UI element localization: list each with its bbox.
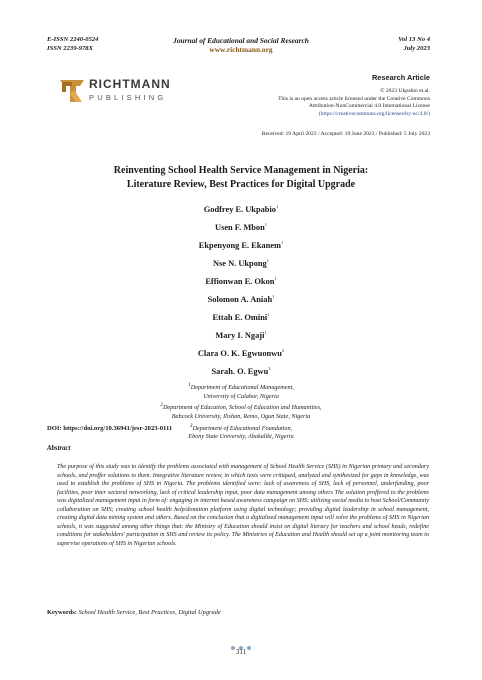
abstract-text: The purpose of this study was to identify the problems associated with management of School Health Service (SHS) in Nigerian primary and secondary schools, and proffer solutions to them. Integrative literature review, in which texts were critiqued, analyzed and synthesized for gaps in knowledge, was used to establish the problems of SHS in Nigeria. The problems identified were: lack of awareness of SHS, lack of personnel, underfunding, poor facilities, poor inter sectoral networking, lack of critical leadership input, poor data management among others The solution proffered to the problems was digitalized management input in form of: engaging in internet based awareness campaign on SHS; utilizing social media to host School/Community collaboration on SHS; creating school health help/donation platform using digital technology; providing digital leadership in school management, creating digital data mining system and others. Based on the conclusion that a digitalized management input will solve the problems of SHS in Nigerian schools, it was suggested among other things that: the Ministry of Education should insist on digital literacy for teachers and school heads, redefine conditions for stakeholders' participation in SHS and review its policy. The Ministries of Education and Health should set up a joint monitoring team to supervise operations of SHS in Nigerian schools. [57,464,429,547]
author: Mary I. Ngaji$^1$ [215,330,267,340]
affiliation-2-line-2: Babcock University, Ilishan, Remo, Ogun State, Nigeria [171,412,311,420]
license-text-1: This is an open access article licensed under the Creative Commons [278,95,430,102]
keywords-label: Keywords: [47,609,77,616]
journal-url[interactable]: www.richtmann.org [209,45,273,54]
volume-issue: Vol 13 No 4 [398,36,430,43]
license-block [190,88,430,118]
article-type: Research Article [371,73,430,82]
author: Sarah. O. Egwu$^3$ [211,366,271,376]
author: Solomon A. Aniah$^1$ [207,294,275,304]
author: Ettah E. Omini$^1$ [212,312,270,322]
title-line-1: Reinventing School Health Service Management in Nigeria: [113,165,369,176]
keywords-text: School Health Service, Best Practices, Digital Upgrade [78,609,221,616]
doi-link[interactable]: DOI: https://doi.org/10.36941/jesr-2023-0111 [47,425,173,432]
copyright: © 2023 Ukpabio et.al. [380,88,430,94]
author: Godfrey E. Ukpabio$^1$ [203,204,279,214]
publisher-subtitle: PUBLISHING [89,93,167,102]
affiliation-1-line-1: $^1$Department of Educational Management, [188,382,294,392]
author: Clara O. K. Egwuonwu$^2$ [197,348,285,358]
affiliation-3-line-2: Ebony State University, Abakaliki, Nigeria [188,433,294,441]
license-text-2: Attribution-NonCommercial 4.0 International License [308,103,430,109]
article-title [0,164,482,191]
author: Nse N. Ukpong$^1$ [212,258,269,268]
affiliations [0,381,482,442]
abstract-heading: Abstract [47,445,71,452]
issue-date: July 2023 [403,44,430,52]
publisher-name: RICHTMANN [89,77,171,91]
title-line-2: Literature Review, Best Practices for Digital Upgrade [126,178,356,190]
eissn: E-ISSN 2240-0524 [47,36,99,43]
issn: ISSN 2239-978X [47,44,93,52]
journal-name: Journal of Educational and Social Research [173,36,309,45]
volume-block [398,36,430,53]
author: Effionwan E. Okon$^1$ [205,276,277,286]
publication-dates: Received: 19 April 2023 / Accepted: 19 June 2023 / Published: 5 July 2023 [261,131,430,137]
keywords [47,609,221,616]
affiliation-3-line-1: $^3$Department of Educational Foundation, [189,422,293,432]
author-list [0,199,482,379]
author: Ekpenyong E. Ekanem$^1$ [198,240,284,250]
author: Usen F. Mbon$^1$ [215,222,267,232]
richtmann-logo-icon [58,76,86,106]
affiliation-2-line-1: $^2$Department of Education, School of Education and Humanities, [160,402,322,412]
license-url[interactable]: (https://creativecommons.org/licenses/by-nc/4.0/) [318,110,430,117]
affiliation-1-line-2: University of Calabar, Nigeria [203,392,279,400]
page-number: 311 [235,648,247,656]
